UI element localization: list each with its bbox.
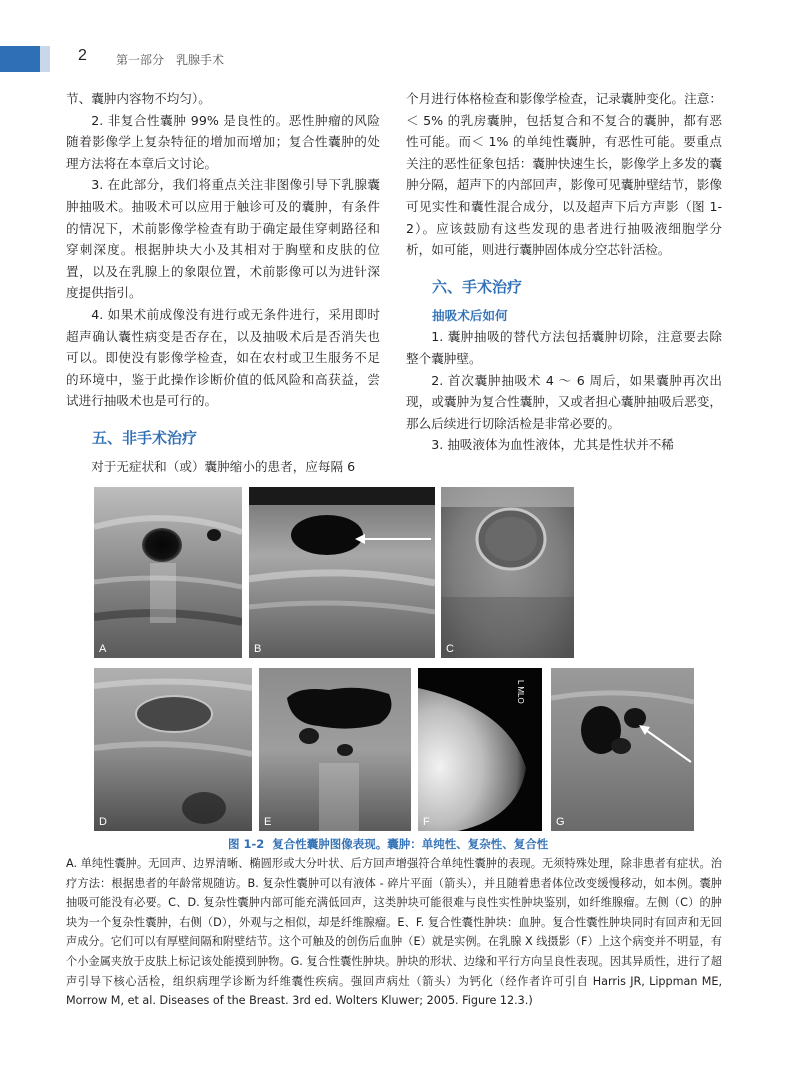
figure-title: 复合性囊肿图像表现。囊肿：单纯性、复杂性、复合性 [272, 837, 549, 851]
ultrasound-image-b [249, 487, 435, 658]
ultrasound-image-d [94, 668, 252, 831]
panel-label: D [99, 816, 107, 828]
mammogram-image-f [418, 668, 542, 831]
section-heading: 六、手术治疗 [432, 277, 523, 296]
ultrasound-image-a [94, 487, 242, 658]
mammogram-f-graphic [418, 668, 542, 831]
paragraph: 3. 在此部分，我们将重点关注非图像引导下乳腺囊肿抽吸术。抽吸术可以应用于触诊可及的囊肿，有条件的情况下，术前影像学检查有助于确定最佳穿刺路径和穿刺深度。根据肿块大小及其相对于胸壁和皮肤的位置，以及在乳腺上的象限位置，术前影像可以为进针深度提供指引。 [66, 177, 380, 301]
header-accent-bar-light [40, 46, 50, 72]
panel-label: C [446, 643, 454, 655]
figure-caption-title [228, 836, 548, 852]
ultrasound-c-graphic [441, 487, 574, 658]
ultrasound-g-graphic [551, 668, 694, 831]
paragraph: 2. 非复合性囊肿 99% 是良性的。恶性肿瘤的风险随着影像学上复杂特征的增加而增加；复合性囊肿的处理方法将在本章后文讨论。 [66, 112, 380, 171]
section-heading: 五、非手术治疗 [92, 428, 198, 447]
left-column [66, 88, 380, 478]
panel-label: F [423, 816, 430, 828]
paragraph: 4. 如果术前成像没有进行或无条件进行，采用即时超声确认囊性病变是否存在，以及抽吸术后是否消失也可以。即使没有影像学检查，如在农村或卫生服务不足的环境中，鉴于此操作诊断价值的低风险和高获益，尝试进行抽吸术也是可行的。 [66, 306, 380, 409]
page-number: 2 [78, 47, 87, 64]
paragraph: 节、囊肿内容物不均匀）。 [66, 91, 211, 106]
ultrasound-a-graphic [94, 487, 242, 658]
paragraph: 个月进行体格检查和影像学检查，记录囊肿变化。注意：＜ 5% 的乳房囊肿，包括复合和不复合的囊肿，都有恶性可能。而＜ 1% 的单纯性囊肿，有恶性可能。要重点关注的恶性征象包括：囊肿快速生长，影像学上多发的囊肿分隔，超声下的内部回声，影像可见囊肿壁结节，影像可见实性和囊性混合成分，以及超声下后方声影（图 1-2）。应该鼓励有这些发现的患者进行抽吸液细胞学分析，如可能，则进行囊肿固体成分空芯针活检。 [406, 91, 722, 258]
paragraph: 3. 抽吸液体为血性液体，尤其是性状并不稀 [431, 437, 674, 453]
subsection-heading: 抽吸术后如何 [432, 307, 508, 323]
paragraph: 1. 囊肿抽吸的替代方法包括囊肿切除，注意要去除整个囊肿壁。 [406, 329, 722, 366]
ultrasound-e-graphic [259, 668, 411, 831]
ultrasound-image-g [551, 668, 694, 831]
ultrasound-image-c [441, 487, 574, 658]
right-column [406, 88, 722, 456]
panel-label: E [264, 816, 272, 828]
ultrasound-d-graphic [94, 668, 252, 831]
paragraph: 2. 首次囊肿抽吸术 4 ～ 6 周后，如果囊肿再次出现，或囊肿为复合性囊肿，又或者担心囊肿抽吸后恶变，那么后续进行切除活检是非常必要的。 [406, 372, 722, 431]
paragraph: 对于无症状和（或）囊肿缩小的患者，应每隔 6 [91, 458, 356, 474]
panel-label: G [556, 816, 565, 828]
panel-label: B [254, 643, 262, 655]
figure-number: 图 1-2 [228, 837, 265, 851]
mammogram-marker: L MLO [516, 680, 525, 704]
ultrasound-b-graphic [249, 487, 435, 658]
ultrasound-image-e [259, 668, 411, 831]
running-title: 第一部分 乳腺手术 [116, 53, 225, 67]
figure-caption-body: A. 单纯性囊肿。无回声、边界清晰、椭圆形或大分叶状、后方回声增强符合单纯性囊肿的表现。无须特殊处理，除非患者有症状。治疗方法：根据患者的年龄常规随访。B. 复杂性囊肿可以有液体 - 碎片平面（箭头），并且随着患者体位改变缓慢移动，如本例。囊肿抽吸可能没有必要。C、D. 复杂性囊肿内部可能充满低回声，这类肿块可能很难与良性实性肿块鉴别，如纤维腺瘤。左侧（C）的肿块为一个复杂性囊肿，右侧（D），外观与之相似，却是纤维腺瘤。E、F. 复合性囊性肿块：血肿。复合性囊性肿块同时有回声和无回声成分。它们可以有厚壁间隔和附壁结节。这个可触及的创伤后血肿（E）就是实例。在乳腺 X 线摄影（F）上这个病变并不明显，有个小金属夹放于皮肤上标记该处能摸到肿物。G. 复合性囊性肿块。肿块的形状、边缘和平行方向呈良性表现。因其异质性，进行了超声引导下核心活检，组织病理学诊断为纤维囊性疾病。强回声病灶（箭头）为钙化（经作者许可引自 Harris JR, Lippman ME, Morrow M, et al. Diseases of the Breast. 3rd ed. Wolters Kluwer; 2005. Figure 12.3.) [66, 857, 722, 1008]
panel-label: A [99, 643, 107, 655]
header-accent-bar [0, 46, 40, 72]
